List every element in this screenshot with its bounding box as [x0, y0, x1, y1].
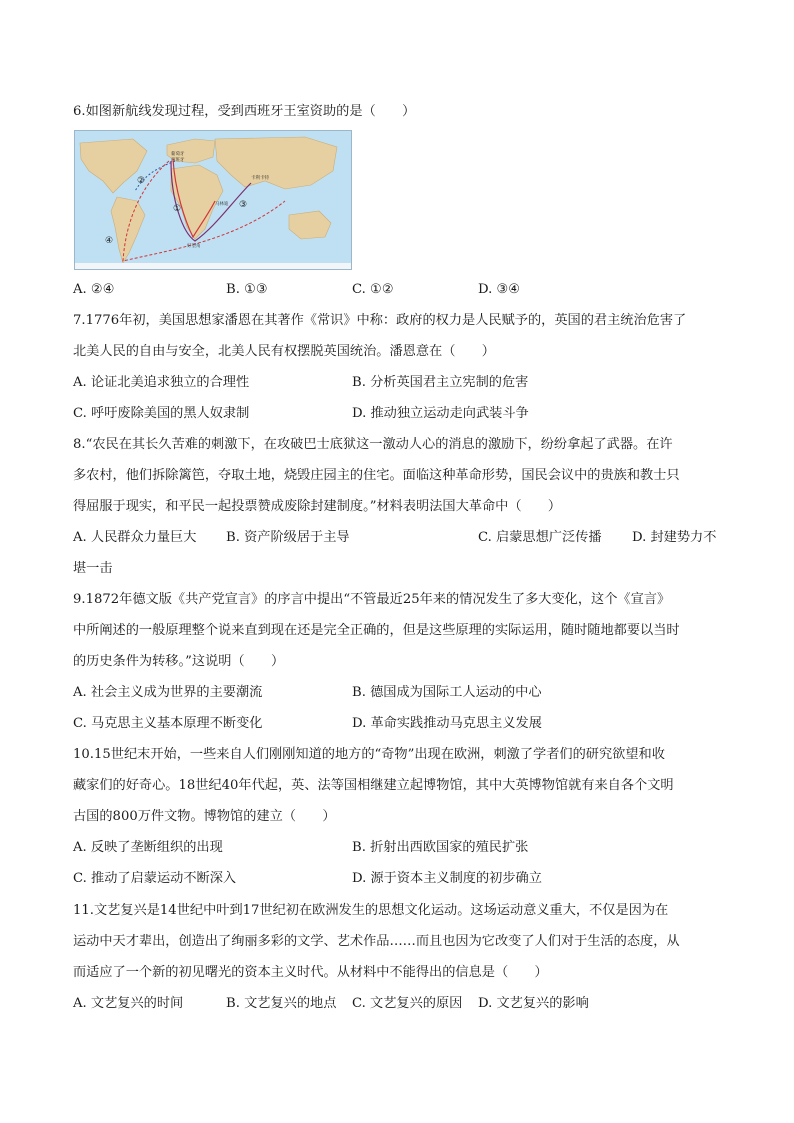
q9-line-2: 中所阐述的一般原理整个说来直到现在还是完全正确的，但是这些原理的实际运用，随时随地都要以当时	[73, 623, 680, 638]
map-label-cape: 好望角	[187, 244, 201, 249]
q11-line-3: 而适应了一个新的初见曙光的资本主义时代。从材料中不能得出的信息是（ ）	[73, 965, 548, 980]
q9-option-c[interactable]: C. 马克思主义基本原理不断变化	[73, 716, 263, 731]
q8-option-c[interactable]: C. 启蒙思想广泛传播	[478, 530, 602, 545]
q6-option-d[interactable]: D. ③④	[478, 282, 521, 297]
q7-line-2: 北美人民的自由与安全，北美人民有权摆脱英国统治。潘恩意在（ ）	[73, 344, 495, 359]
q7-line-1: 7.1776年初，美国思想家潘恩在其著作《常识》中称：政府的权力是人民赋予的，英国的君主统治危害了	[73, 313, 687, 328]
q8-option-d[interactable]: D. 封建势力不	[632, 530, 717, 545]
route-label-1: ①	[173, 204, 182, 214]
q7-option-d[interactable]: D. 推动独立运动走向武装斗争	[352, 406, 529, 421]
q9-option-a[interactable]: A. 社会主义成为世界的主要潮流	[73, 685, 263, 700]
route-label-4: ④	[105, 236, 114, 246]
q11-option-a[interactable]: A. 文艺复兴的时间	[73, 996, 184, 1011]
q6-option-a[interactable]: A. ②④	[73, 282, 115, 297]
q7-option-b[interactable]: B. 分析英国君主立宪制的危害	[352, 375, 529, 390]
q8-option-b[interactable]: B. 资产阶级居于主导	[226, 530, 350, 545]
q10-line-2: 藏家们的好奇心。18世纪40年代起，英、法等国相继建立起博物馆，其中大英博物馆就有来自各个文明	[73, 778, 674, 793]
q8-line-1: 8.“农民在其长久苦难的刺激下，在攻破巴士底狱这一激动人心的消息的激励下，纷纷拿起了武器。在许	[73, 437, 673, 452]
q11-line-2: 运动中天才辈出，创造出了绚丽多彩的文学、艺术作品……而且也因为它改变了人们对于生活的态度，从	[73, 934, 680, 949]
q9-line-1: 9.1872年德文版《共产党宣言》的序言中提出“不管最近25年来的情况发生了多大变化，这个《宣言》	[73, 592, 671, 607]
route-label-2: ②	[137, 176, 146, 186]
q11-option-c[interactable]: C. 文艺复兴的原因	[352, 996, 463, 1011]
world-map-svg	[75, 131, 352, 270]
q8-line-2: 多农村，他们拆除篱笆，夺取土地，烧毁庄园主的住宅。面临这种革命形势，国民会议中的贵族和教士只	[73, 468, 680, 483]
q11-line-1: 11.文艺复兴是14世纪中叶到17世纪初在欧洲发生的思想文化运动。这场运动意义重大，不仅是因为在	[73, 903, 669, 918]
q9-option-b[interactable]: B. 德国成为国际工人运动的中心	[352, 685, 542, 700]
q8-line-3: 得屈服于现实，和平民一起投票赞成废除封建制度。”材料表明法国大革命中（ ）	[73, 499, 562, 514]
q10-option-b[interactable]: B. 折射出西欧国家的殖民扩张	[352, 840, 529, 855]
q8-option-a[interactable]: A. 人民群众力量巨大	[73, 530, 197, 545]
q11-option-b[interactable]: B. 文艺复兴的地点	[226, 996, 337, 1011]
q6-stem: 6.如图新航线发现过程，受到西班牙王室资助的是（ ）	[73, 104, 416, 119]
q7-option-a[interactable]: A. 论证北美追求独立的合理性	[73, 375, 250, 390]
q10-option-a[interactable]: A. 反映了垄断组织的出现	[73, 840, 223, 855]
map-label-portugal: 葡萄牙	[171, 152, 185, 157]
antarctica-land	[75, 263, 352, 270]
map-label-malindi: 马林迪	[215, 202, 229, 207]
q9-line-3: 的历史条件为转移。”这说明（ ）	[73, 654, 285, 669]
map-label-spain: 西班牙	[171, 158, 185, 163]
q10-line-3: 古国的800万件文物。博物馆的建立（ ）	[73, 809, 336, 824]
new-route-map	[74, 130, 352, 270]
route-label-3: ③	[239, 200, 248, 210]
map-label-calicut: 卡利卡特	[251, 176, 269, 181]
q10-option-d[interactable]: D. 源于资本主义制度的初步确立	[352, 871, 542, 886]
q11-option-d[interactable]: D. 文艺复兴的影响	[478, 996, 589, 1011]
q7-option-c[interactable]: C. 呼吁废除美国的黑人奴隶制	[73, 406, 250, 421]
q9-option-d[interactable]: D. 革命实践推动马克思主义发展	[352, 716, 542, 731]
q10-option-c[interactable]: C. 推动了启蒙运动不断深入	[73, 871, 237, 886]
q6-option-c[interactable]: C. ①②	[352, 282, 394, 297]
q10-line-1: 10.15世纪末开始，一些来自人们刚刚知道的地方的“奇物”出现在欧洲，刺激了学者们的研究欲望和收	[73, 747, 665, 762]
q8-option-d-wrap: 堪一击	[73, 561, 113, 576]
q6-option-b[interactable]: B. ①③	[226, 282, 268, 297]
